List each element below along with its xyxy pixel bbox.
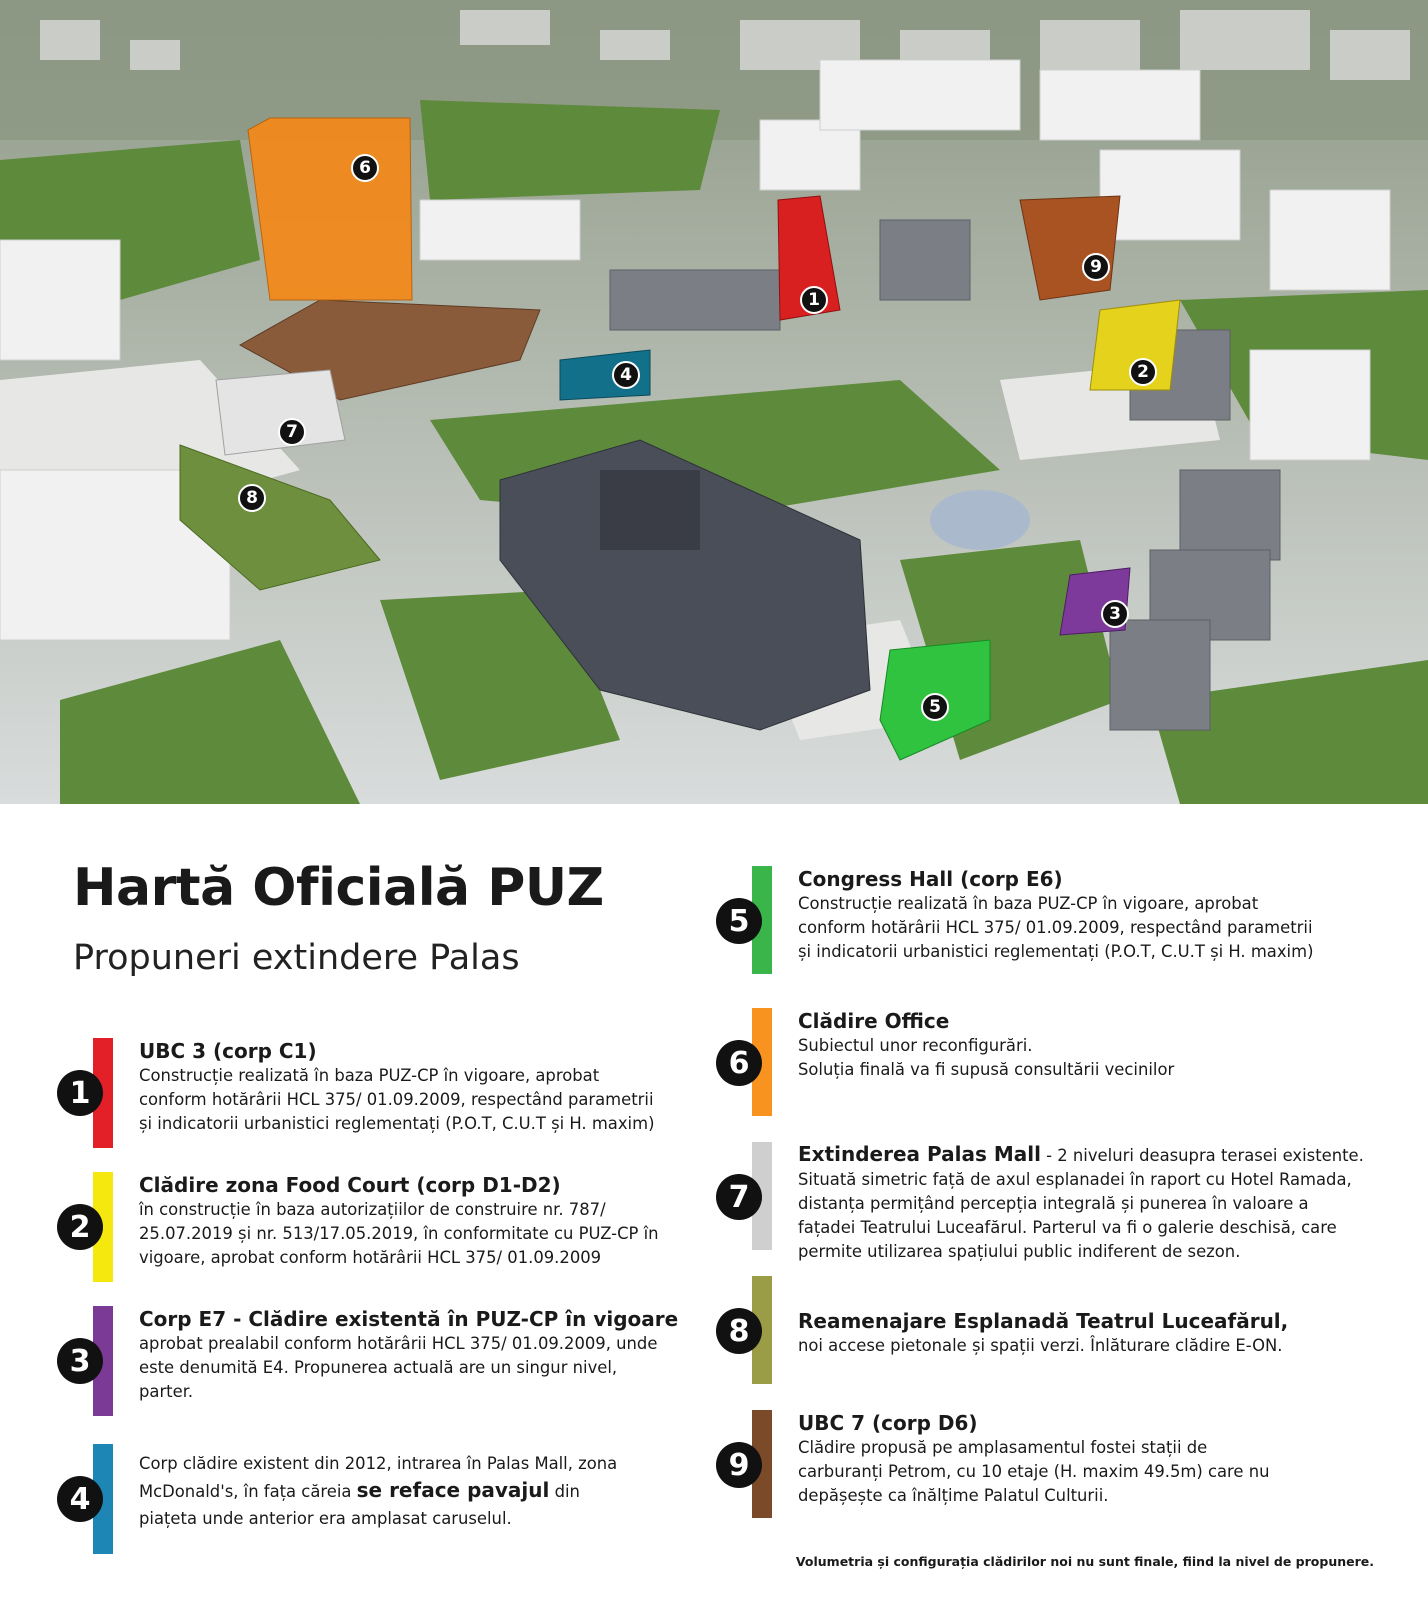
page-subtitle: Propuneri extindere Palas [73, 938, 520, 978]
map-marker-2[interactable]: 2 [1129, 358, 1157, 386]
legend-number-badge: 9 [716, 1442, 762, 1488]
legend-item-7 [716, 1142, 1396, 1261]
legend-item-2 [57, 1172, 659, 1282]
legend-text-line: în construcție în baza autorizațiilor de construire nr. 787/ [139, 1200, 606, 1219]
map-marker-6[interactable]: 6 [351, 154, 379, 182]
legend-text-line: și indicatorii urbanistici reglementați (P.O.T, C.U.T și H. maxim) [139, 1114, 655, 1133]
legend-text-line: fațadei Teatrului Luceafărul. Parterul va fi o galerie deschisă, care [798, 1218, 1337, 1237]
legend-text-line: aprobat prealabil conform hotărârii HCL 375/ 01.09.2009, unde [139, 1334, 658, 1353]
legend-item-9 [716, 1410, 1276, 1518]
map-marker-1[interactable]: 1 [800, 286, 828, 314]
legend-text-line: și indicatorii urbanistici reglementați (P.O.T, C.U.T și H. maxim) [798, 942, 1314, 961]
legend-text-line: Situată simetric față de axul esplanadei în raport cu Hotel Ramada, [798, 1170, 1352, 1189]
legend-number-badge: 7 [716, 1174, 762, 1220]
legend-heading: Reamenajare Esplanadă Teatrul Luceafărul, [798, 1309, 1289, 1333]
legend-number-badge: 8 [716, 1308, 762, 1354]
legend-text-line: noi accese pietonale și spații verzi. Înlăturare clădire E-ON. [798, 1336, 1283, 1355]
legend-text-line: este denumită E4. Propunerea actuală are un singur nivel, [139, 1358, 618, 1377]
legend-text-line: Clădire propusă pe amplasamentul fostei stații de [798, 1438, 1208, 1457]
footnote: Volumetria și configurația clădirilor noi nu sunt finale, fiind la nivel de propunere. [795, 1554, 1374, 1569]
legend-heading-line [798, 1142, 1398, 1168]
legend-number-badge: 6 [716, 1040, 762, 1086]
legend-text-line: conform hotărârii HCL 375/ 01.09.2009, respectând parametrii [798, 918, 1313, 937]
legend-number-badge: 5 [716, 898, 762, 944]
legend-item-1 [57, 1038, 655, 1148]
legend-heading: Clădire Office [798, 1009, 950, 1033]
legend-heading: UBC 3 (corp C1) [139, 1039, 317, 1063]
map-marker-8[interactable]: 8 [238, 484, 266, 512]
legend-text-fragment: din [549, 1482, 580, 1501]
legend-heading: Extinderea Palas Mall [798, 1142, 1041, 1166]
legend-number-badge: 2 [57, 1204, 103, 1250]
legend-text-line: Subiectul unor reconfigurări. [798, 1036, 1033, 1055]
legend-item-5 [716, 866, 1314, 974]
legend-number-badge: 1 [57, 1070, 103, 1116]
legend-item-6 [716, 1008, 1276, 1116]
legend-text-line: vigoare, aprobat conform hotărârii HCL 375/ 01.09.2009 [139, 1248, 602, 1267]
legend-text-line: Construcție realizată în baza PUZ-CP în vigoare, aprobat [139, 1066, 600, 1085]
legend-item-4 [57, 1444, 617, 1554]
legend-heading-suffix: - 2 niveluri deasupra terasei existente. [1040, 1146, 1364, 1165]
legend-text-fragment: McDonald's, în fața căreia [139, 1482, 357, 1501]
legend-item-8 [716, 1276, 1289, 1384]
legend-text-line: carburanți Petrom, cu 10 etaje (H. maxim 49.5m) care nu [798, 1462, 1270, 1481]
legend-number-badge: 4 [57, 1476, 103, 1522]
legend-heading: UBC 7 (corp D6) [798, 1411, 978, 1435]
legend-text-line: conform hotărârii HCL 375/ 01.09.2009, respectând parametrii [139, 1090, 654, 1109]
map-marker-9[interactable]: 9 [1082, 253, 1110, 281]
legend-text-line: 25.07.2019 și nr. 513/17.05.2019, în conformitate cu PUZ-CP în [139, 1224, 659, 1243]
legend-text-line: piațeta unde anterior era amplasat caruselul. [139, 1509, 512, 1528]
legend-item-3 [57, 1306, 679, 1416]
legend-text-line: depășește ca înălțime Palatul Culturii. [798, 1486, 1109, 1505]
legend-text-line: parter. [139, 1382, 194, 1401]
legend-heading: Congress Hall (corp E6) [798, 867, 1063, 891]
legend-text-line [139, 1477, 679, 1505]
legend-number-badge: 3 [57, 1338, 103, 1384]
legend-heading: Clădire zona Food Court (corp D1-D2) [139, 1173, 561, 1197]
map-marker-3[interactable]: 3 [1101, 600, 1129, 628]
legend-text-line: Corp clădire existent din 2012, intrarea în Palas Mall, zona [139, 1454, 618, 1473]
map-marker-7[interactable]: 7 [278, 418, 306, 446]
legend-heading: Corp E7 - Clădire existentă în PUZ-CP în vigoare [139, 1307, 679, 1331]
legend-text-line: distanța permițând percepția integrală și punerea în valoare a [798, 1194, 1309, 1213]
page-title: Hartă Oficială PUZ [73, 858, 604, 918]
legend-text-line: Construcție realizată în baza PUZ-CP în vigoare, aprobat [798, 894, 1259, 913]
legend-text-line: permite utilizarea spațiului public indiferent de sezon. [798, 1242, 1241, 1261]
map-marker-4[interactable]: 4 [612, 361, 640, 389]
legend-emphasis: se reface pavajul [356, 1478, 550, 1502]
legend-text-line: Soluția finală va fi supusă consultării vecinilor [798, 1060, 1175, 1079]
map-marker-5[interactable]: 5 [921, 693, 949, 721]
